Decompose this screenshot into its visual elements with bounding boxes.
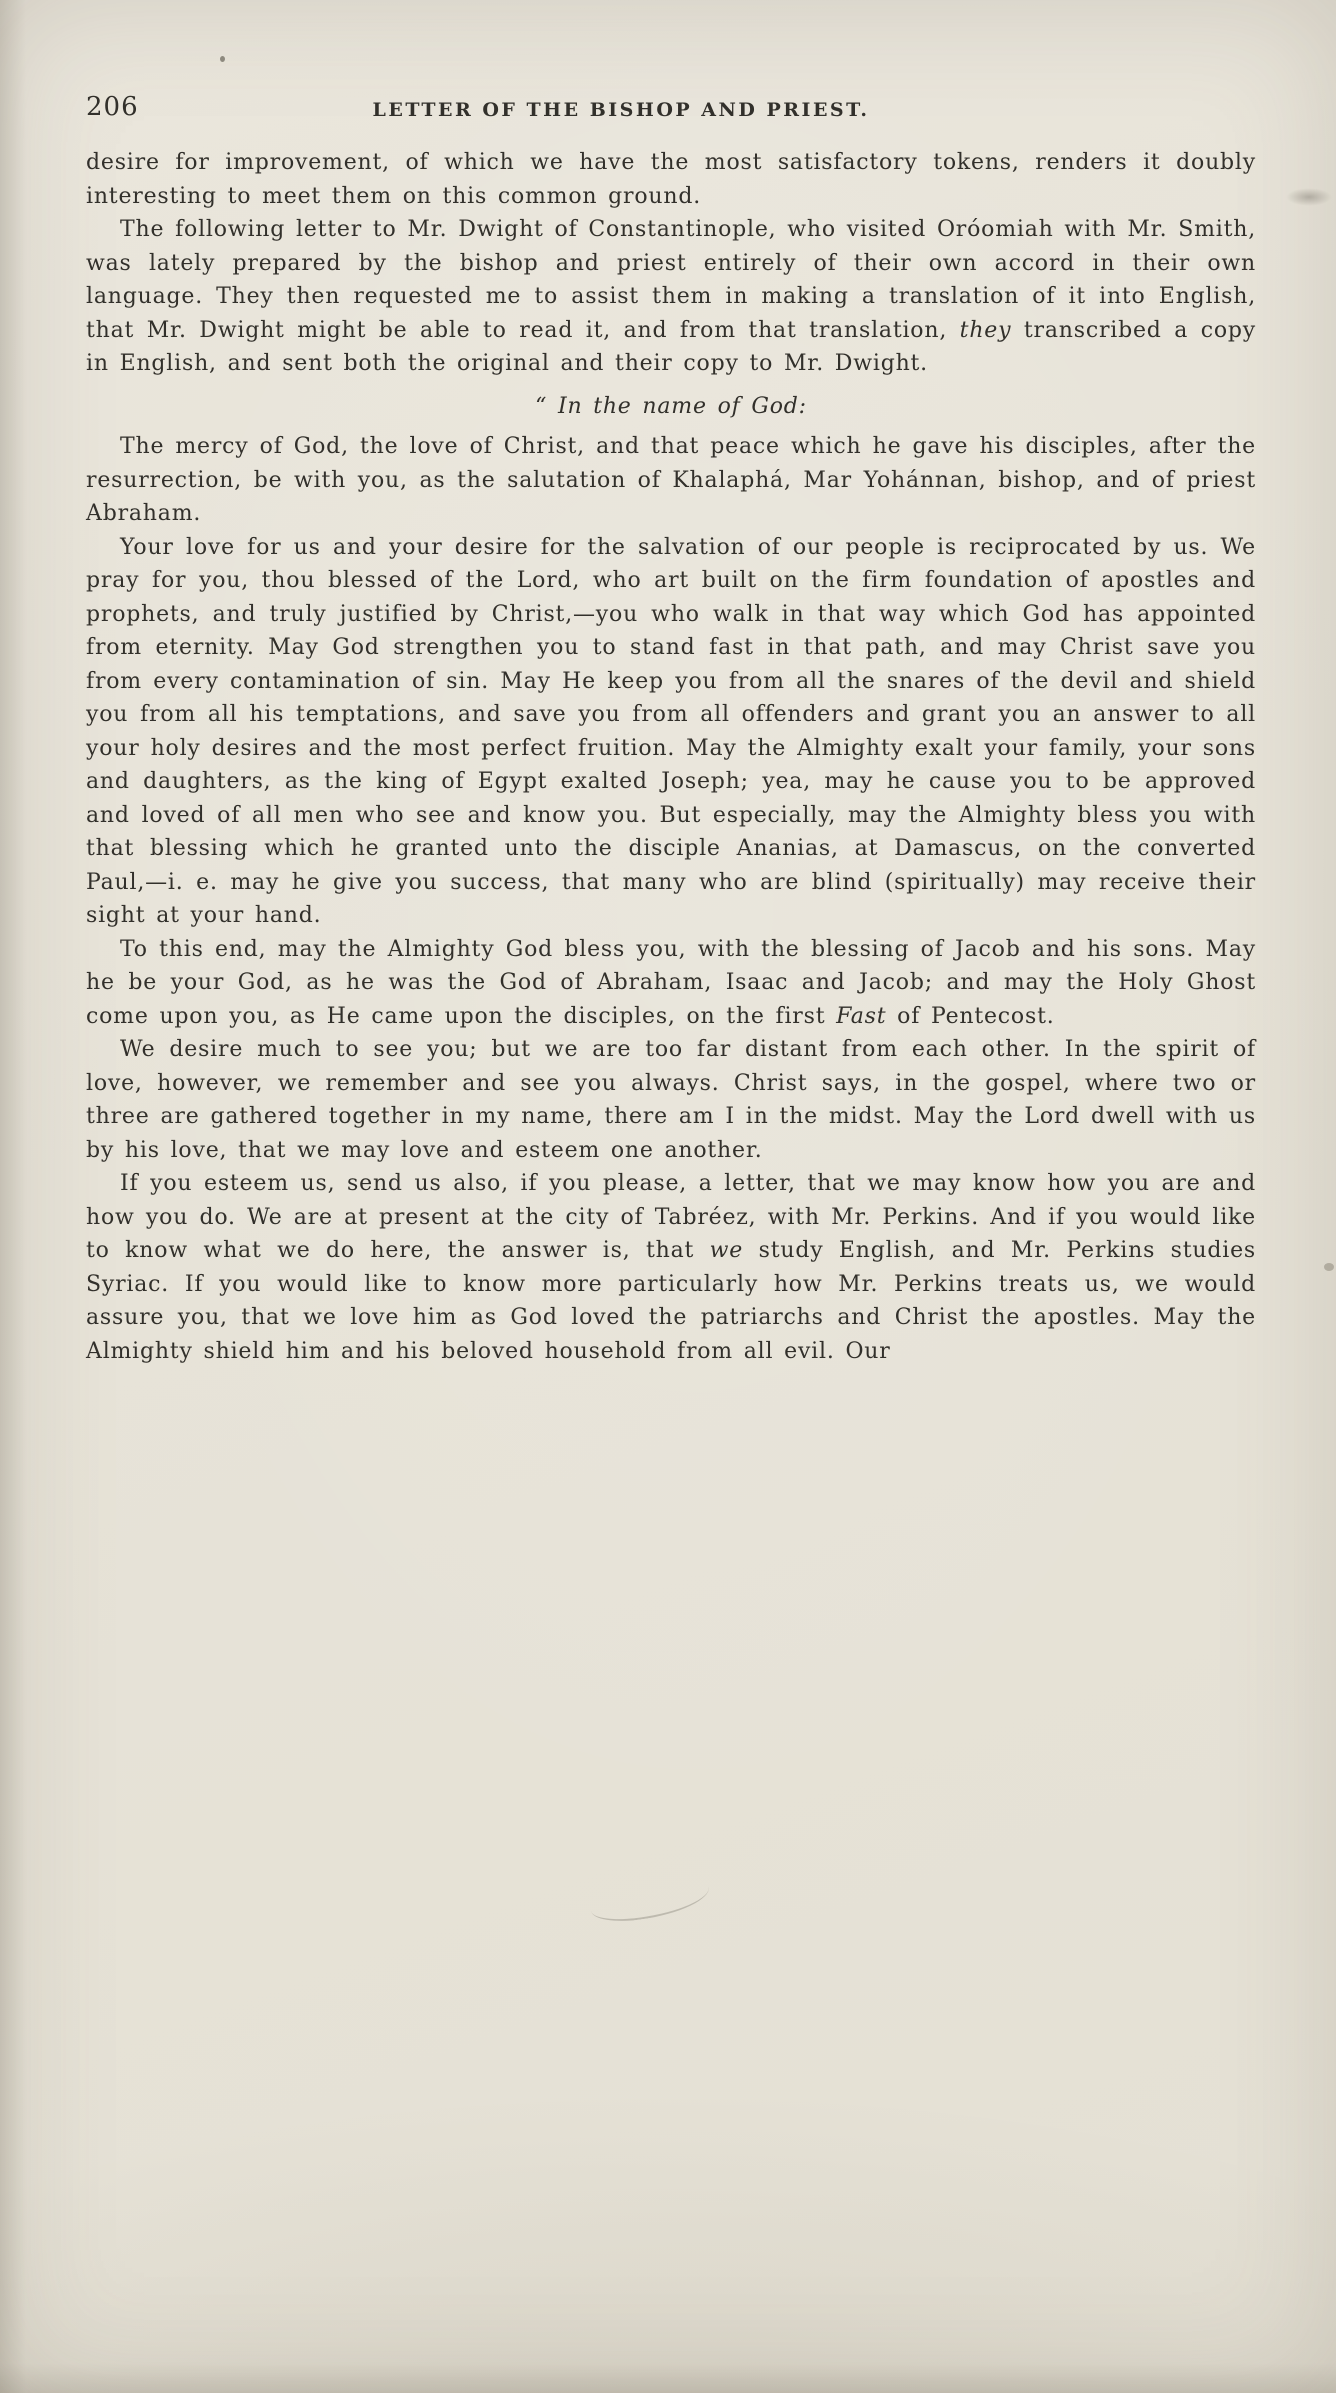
- paragraph: [86, 1167, 1256, 1368]
- scan-edge-shadow: [0, 0, 26, 2393]
- page-body: [86, 146, 1256, 1368]
- scan-artifact-smudge: [1286, 188, 1332, 206]
- scan-edge-shadow: [0, 2363, 1336, 2393]
- paragraph: We desire much to see you; but we are too far distant from each other. In the spirit of love, however, we remember and see you always. Christ says, in the gospel, where two or three are gathered together in my name, there am I in the midst. May the Lord dwell with us by his love, that we may love and esteem one another.: [86, 1037, 1256, 1163]
- paragraph: [86, 933, 1256, 1034]
- text-segment-italic: they: [959, 317, 1012, 343]
- scan-artifact-pencil-mark: [588, 1872, 712, 1926]
- text-segment: study English, and Mr. Perkins studies Syriac. If you would like to know more particularly how Mr. Perkins treats us, we would assure you, that we love him as God loved the patriarchs and Christ the apostles. May the Almighty shield him and his beloved household from all evil. Our: [86, 1238, 1256, 1364]
- page-header: [86, 92, 1256, 128]
- text-segment-italic: Fast: [836, 1003, 887, 1029]
- paragraph: desire for improvement, of which we have the most satisfactory tokens, renders it doubly interesting to meet them on this common ground.: [86, 150, 1256, 209]
- text-segment-italic: we: [709, 1238, 744, 1263]
- paragraph: The mercy of God, the love of Christ, and that peace which he gave his disciples, after the resurrection, be with you, as the salutation of Khalaphá, Mar Yohánnan, bishop, and of priest Abraham.: [86, 434, 1256, 526]
- text-segment: If you esteem us, send us also, if you please, a letter, that we may know how you are and how you do. We are at present at the city of Tabréez, with Mr. Perkins. And if you would like to know what we do here, the answer is, that: [86, 1171, 1256, 1263]
- page-number: 206: [86, 92, 139, 122]
- scan-artifact-speck: [220, 56, 225, 62]
- text-segment: of Pentecost.: [886, 1003, 1055, 1029]
- text-segment: To this end, may the Almighty God bless you, with the blessing of Jacob and his sons. May he be your God, as he was the God of Abraham, Isaac and Jacob; and may the Holy Ghost come upon you, as He came upon the disciples, on the first: [86, 936, 1256, 1029]
- running-header: LETTER OF THE BISHOP AND PRIEST.: [372, 99, 870, 121]
- scan-artifact-speck: [1324, 1263, 1334, 1271]
- text-segment: The following letter to Mr. Dwight of Constantinople, who visited Oróomiah with Mr. Smith, was lately prepared by the bishop and priest entirely of their own accord in their own language. They then requested me to assist them in making a translation of it into English, that Mr. Dwight might be able to read it, and from that translation,: [86, 217, 1256, 343]
- text-segment: transcribed a copy in English, and sent both the original and their copy to Mr. Dwight.: [86, 317, 1256, 376]
- letter-salutation: “ In the name of God:: [535, 393, 807, 419]
- paragraph: Your love for us and your desire for the salvation of our people is reciprocated by us. We pray for you, thou blessed of the Lord, who art built on the firm foundation of apostles and prophets, and truly justified by Christ,—you who walk in that way which God has appointed from eternity. May God strengthen you to stand fast in that path, and may Christ save you from every contamination of sin. May He keep you from all the snares of the devil and shield you from all his temptations, and save you from all offenders and grant you an answer to all your holy desires and the most perfect fruition. May the Almighty exalt your family, your sons and daughters, as the king of Egypt exalted Joseph; yea, may he cause you to be approved and loved of all men who see and know you. But especially, may the Almighty bless you with that blessing which he granted unto the disciple Ananias, at Damascus, on the converted Paul,—i. e. may he give you success, that many who are blind (spiritually) may receive their sight at your hand.: [86, 534, 1256, 928]
- paragraph: [86, 213, 1256, 381]
